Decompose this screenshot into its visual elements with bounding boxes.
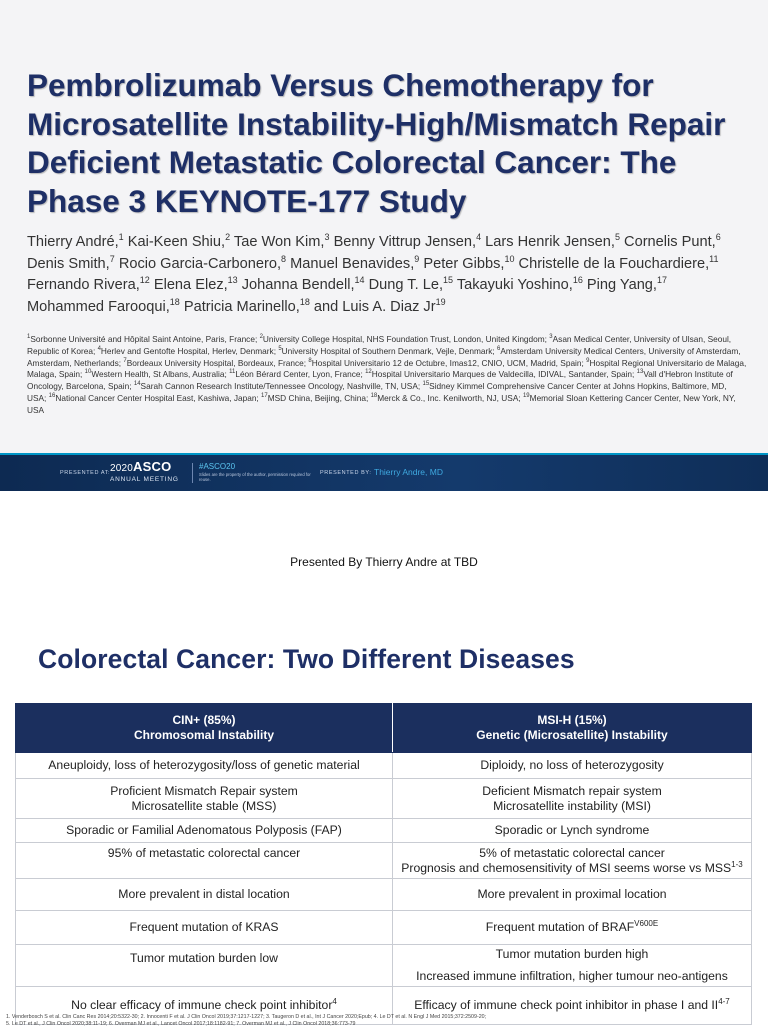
- cell-line: Proficient Mismatch Repair system: [20, 784, 388, 799]
- cell-line: No clear efficacy of immune check point inhibitor$^4$: [20, 998, 388, 1013]
- superscript-reference: 1-3: [731, 859, 743, 868]
- author: [119, 256, 286, 272]
- author-name: Tae Won Kim,: [234, 234, 325, 250]
- affiliation-text: Bordeaux University Hospital, Bordeaux, France;: [127, 358, 309, 368]
- cin-cell: [16, 779, 393, 819]
- author-affiliation-mark: 2: [225, 232, 230, 242]
- affiliation-number: 1: [27, 334, 30, 340]
- affiliation: [123, 358, 308, 368]
- header-msi-line1: MSI-H (15%): [397, 713, 747, 728]
- banner-divider: [192, 463, 193, 483]
- table-row: [16, 945, 752, 987]
- author: [624, 234, 721, 250]
- cell-line: Sporadic or Lynch syndrome: [397, 823, 747, 838]
- header-msi: [393, 704, 752, 753]
- reference-line: 5. Le DT et al., J Clin Oncol 2020;38:11-19; 6. Overman MJ et al., Lancet Oncol 2017;18:1182-91; 7. Overman MJ et al., J Clin Oncol 2018;36:773-79: [6, 1021, 766, 1027]
- affiliation: [98, 346, 279, 356]
- affiliation-number: 17: [261, 393, 268, 399]
- author-name: Cornelis Punt,: [624, 234, 716, 250]
- affiliation: [260, 334, 550, 344]
- affiliation-number: 6: [497, 346, 500, 352]
- cell-line: More prevalent in distal location: [20, 887, 388, 902]
- author-name: Denis Smith,: [27, 256, 110, 272]
- author-name: Manuel Benavides,: [290, 256, 414, 272]
- author: [27, 234, 124, 250]
- affiliation-text: Hospital Universitario Marques de Valdecilla, IDIVAL, Santander, Spain;: [372, 369, 637, 379]
- affiliation-list: [27, 334, 747, 417]
- affiliation: [27, 334, 260, 344]
- superscript-reference: 4-7: [718, 997, 730, 1006]
- author-affiliation-mark: 17: [657, 275, 667, 285]
- affiliation-number: 10: [85, 370, 92, 376]
- affiliation: [371, 393, 523, 403]
- affiliation-text: Sidney Kimmel Comprehensive Cancer Center at Johns Hopkins, Baltimore, MD, USA;: [27, 381, 727, 403]
- author: [369, 277, 453, 293]
- msi-cell: [393, 819, 752, 843]
- affiliation: [49, 393, 261, 403]
- affiliation-text: Vall d'Hebron Institute of Oncology, Barcelona, Spain;: [27, 369, 733, 391]
- header-cin-line2: Chromosomal Instability: [20, 728, 388, 743]
- author-name: Benny Vittrup Jensen,: [334, 234, 477, 250]
- author-affiliation-mark: 1: [119, 232, 124, 242]
- author-affiliation-mark: 7: [110, 254, 115, 264]
- msi-cell: [393, 843, 752, 879]
- cell-line: Frequent mutation of $BRAF^{V600E}$: [397, 920, 747, 935]
- author: [242, 277, 365, 293]
- msi-cell: [393, 911, 752, 945]
- affiliation-number: 2: [260, 334, 263, 340]
- affiliation-number: 12: [365, 370, 372, 376]
- asco-logo-year: 2020: [110, 463, 133, 474]
- author-affiliation-mark: 15: [443, 275, 453, 285]
- author-name: Lars Henrik Jensen,: [485, 234, 615, 250]
- cin-cell: [16, 911, 393, 945]
- author-affiliation-mark: 18: [170, 297, 180, 307]
- cell-line: Frequent mutation of KRAS: [20, 920, 388, 935]
- affiliation-number: 18: [371, 393, 378, 399]
- cin-cell: [16, 843, 393, 879]
- author-affiliation-mark: 12: [140, 275, 150, 285]
- affiliation-text: Hospital Regional Universitario de Malaga, Malaga, Spain;: [27, 358, 746, 380]
- cell-line: Efficacy of immune check point inhibitor in phase I and II$^{4-7}$: [397, 998, 747, 1013]
- conference-banner: [0, 453, 768, 491]
- cin-cell: [16, 879, 393, 911]
- author-affiliation-mark: 5: [615, 232, 620, 242]
- affiliation-text: National Cancer Center Hospital East, Kashiwa, Japan;: [55, 393, 261, 403]
- permission-notice: Slides are the property of the author, permission required for reuse.: [199, 472, 319, 482]
- author-affiliation-mark: 10: [504, 254, 514, 264]
- author-name: Patricia Marinello,: [184, 299, 300, 315]
- author-affiliation-mark: 11: [709, 254, 718, 264]
- slide-title: Colorectal Cancer: Two Different Diseases: [38, 644, 575, 675]
- affiliation-number: 14: [134, 381, 141, 387]
- msi-cell: [393, 753, 752, 779]
- affiliation-number: 4: [98, 346, 101, 352]
- affiliation-text: Merck & Co., Inc. Kenilworth, NJ, USA;: [377, 393, 523, 403]
- table-row: [16, 911, 752, 945]
- references: [6, 1014, 766, 1027]
- cin-cell: [16, 753, 393, 779]
- cell-line: Microsatellite stable (MSS): [20, 799, 388, 814]
- author: [128, 234, 230, 250]
- author-name: Johanna Bendell,: [242, 277, 355, 293]
- author: [27, 277, 150, 293]
- affiliation: [278, 346, 497, 356]
- table-row: [16, 819, 752, 843]
- cell-line: [20, 861, 388, 876]
- affiliation-number: 9: [586, 358, 589, 364]
- affiliation-text: Sorbonne Université and Hôpital Saint Antoine, Paris, France;: [30, 334, 259, 344]
- affiliation: [365, 369, 637, 379]
- affiliation-text: MSD China, Beijing, China;: [268, 393, 371, 403]
- affiliation-number: 7: [123, 358, 126, 364]
- author: [27, 256, 115, 272]
- affiliation-number: 15: [422, 381, 429, 387]
- conference-hashtag: #ASCO20: [199, 462, 235, 471]
- header-msi-line2: Genetic (Microsatellite) Instability: [397, 728, 747, 743]
- affiliation-text: Memorial Sloan Kettering Cancer Center, New York, NY, USA: [27, 393, 736, 415]
- header-cin: [16, 704, 393, 753]
- cell-line: Deficient Mismatch repair system: [397, 784, 747, 799]
- asco-logo-subtitle: ANNUAL MEETING: [110, 476, 179, 484]
- author-name: Dung T. Le,: [369, 277, 443, 293]
- cell-line: Microsatellite instability (MSI): [397, 799, 747, 814]
- author-name: Thierry André,: [27, 234, 119, 250]
- affiliation-text: University College Hospital, NHS Foundation Trust, London, United Kingdom;: [263, 334, 549, 344]
- author: [290, 256, 419, 272]
- author-name: Elena Elez,: [154, 277, 228, 293]
- affiliation-number: 16: [49, 393, 56, 399]
- author-name: Peter Gibbs,: [423, 256, 504, 272]
- cell-line: Prognosis and chemosensitivity of MSI seems worse vs MSS$^{1-3}$: [397, 861, 747, 876]
- table-row: [16, 779, 752, 819]
- table-row: [16, 753, 752, 779]
- asco-logo: [110, 460, 179, 484]
- author: [234, 234, 330, 250]
- affiliation-text: Sarah Cannon Research Institute/Tennessee Oncology, Nashville, TN, USA;: [141, 381, 423, 391]
- author-name: Christelle de la Fouchardiere,: [519, 256, 710, 272]
- author-list: [27, 232, 747, 318]
- presented-by-caption: Presented By Thierry Andre at TBD: [0, 555, 768, 569]
- affiliation-text: Amsterdam University Medical Centers, University of Amsterdam, Amsterdam, Netherlands;: [27, 346, 741, 368]
- affiliation-text: Hospital Universitario 12 de Octubre, Imas12, CNIO, UCM, Madrid, Spain;: [312, 358, 586, 368]
- author-name: Mohammed Farooqui,: [27, 299, 170, 315]
- author-affiliation-mark: 19: [436, 297, 446, 307]
- author-name: and Luis A. Diaz Jr: [314, 299, 436, 315]
- author-affiliation-mark: 14: [355, 275, 365, 285]
- cell-line: Sporadic or Familial Adenomatous Polyposis (FAP): [20, 823, 388, 838]
- cin-cell: [16, 819, 393, 843]
- cell-line: Increased immune infiltration, higher tumour neo-antigens: [397, 969, 747, 984]
- comparison-table: [15, 703, 752, 1025]
- cell-line: [20, 966, 388, 981]
- author-name: Rocio Garcia-Carbonero,: [119, 256, 281, 272]
- author: [154, 277, 238, 293]
- presented-by-label: PRESENTED BY:: [320, 470, 372, 476]
- affiliation: [85, 369, 229, 379]
- affiliation-text: Asan Medical Center, University of Ulsan, Seoul, Republic of Korea;: [27, 334, 731, 356]
- author-affiliation-mark: 16: [573, 275, 583, 285]
- author: [314, 299, 446, 315]
- cell-line: Diploidy, no loss of heterozygosity: [397, 758, 747, 773]
- superscript-reference: V600E: [634, 919, 658, 928]
- author-affiliation-mark: 4: [476, 232, 481, 242]
- author: [334, 234, 482, 250]
- msi-cell: [393, 945, 752, 987]
- affiliation: [261, 393, 371, 403]
- affiliation: [308, 358, 586, 368]
- author-affiliation-mark: 13: [228, 275, 238, 285]
- author-affiliation-mark: 8: [281, 254, 286, 264]
- msi-cell: [393, 779, 752, 819]
- affiliation-number: 3: [549, 334, 552, 340]
- table-row: [16, 843, 752, 879]
- affiliation-number: 19: [523, 393, 530, 399]
- presentation-title: Pembrolizumab Versus Chemotherapy for Microsatellite Instability-High/Mismatch Repair Deficient Metastatic Colorectal Cancer: The Phase 3 KEYNOTE-177 Study: [27, 66, 747, 220]
- author-affiliation-mark: 3: [324, 232, 329, 242]
- cell-line: More prevalent in proximal location: [397, 887, 747, 902]
- title-slide: [0, 0, 768, 488]
- cell-line: Tumor mutation burden high: [397, 947, 747, 962]
- header-cin-line1: CIN+ (85%): [20, 713, 388, 728]
- author: [184, 299, 310, 315]
- author: [519, 256, 719, 272]
- cell-line: 95% of metastatic colorectal cancer: [20, 846, 388, 861]
- cell-line: 5% of metastatic colorectal cancer: [397, 846, 747, 861]
- presented-at-label: PRESENTED AT:: [60, 470, 110, 476]
- author-affiliation-mark: 18: [300, 297, 310, 307]
- author: [457, 277, 583, 293]
- affiliation-number: 5: [278, 346, 281, 352]
- presenter-name: Thierry Andre, MD: [374, 467, 443, 477]
- affiliation-text: Léon Bérard Center, Lyon, France;: [235, 369, 365, 379]
- affiliation: [134, 381, 423, 391]
- superscript-reference: 4: [332, 997, 336, 1006]
- cell-line: Aneuploidy, loss of heterozygosity/loss of genetic material: [20, 758, 388, 773]
- author-affiliation-mark: 9: [414, 254, 419, 264]
- reference-line: 1. Venderbosch S et al. Clin Canc Res 2014;20:5322-30; 2. Innocenti F et al. J Clin Oncol 2019;37:1217-1227; 3. Taugeron D et al., Int J Cancer 2020;Epub; 4. Le DT et al. N Engl J Med 2015;372:2509-20;: [6, 1014, 766, 1021]
- author-name: Ping Yang,: [587, 277, 657, 293]
- author-name: Fernando Rivera,: [27, 277, 140, 293]
- author: [485, 234, 620, 250]
- affiliation-number: 11: [229, 370, 235, 376]
- table-header-row: [16, 704, 752, 753]
- table-row: [16, 879, 752, 911]
- affiliation-text: Herlev and Gentofte Hospital, Herlev, Denmark;: [101, 346, 278, 356]
- affiliation: [229, 369, 365, 379]
- author-name: Takayuki Yoshino,: [457, 277, 573, 293]
- msi-cell: [393, 879, 752, 911]
- author: [27, 299, 180, 315]
- affiliation-number: 13: [637, 370, 644, 376]
- author: [423, 256, 514, 272]
- affiliation-number: 8: [308, 358, 311, 364]
- author: [587, 277, 667, 293]
- cin-cell: [16, 945, 393, 987]
- cell-line: Tumor mutation burden low: [20, 951, 388, 966]
- asco-logo-word: ASCO: [133, 459, 171, 474]
- author-affiliation-mark: 6: [716, 232, 721, 242]
- affiliation-text: University Hospital of Southern Denmark, Vejle, Denmark;: [282, 346, 497, 356]
- author-name: Kai-Keen Shiu,: [128, 234, 225, 250]
- affiliation-text: Western Health, St Albans, Australia;: [91, 369, 229, 379]
